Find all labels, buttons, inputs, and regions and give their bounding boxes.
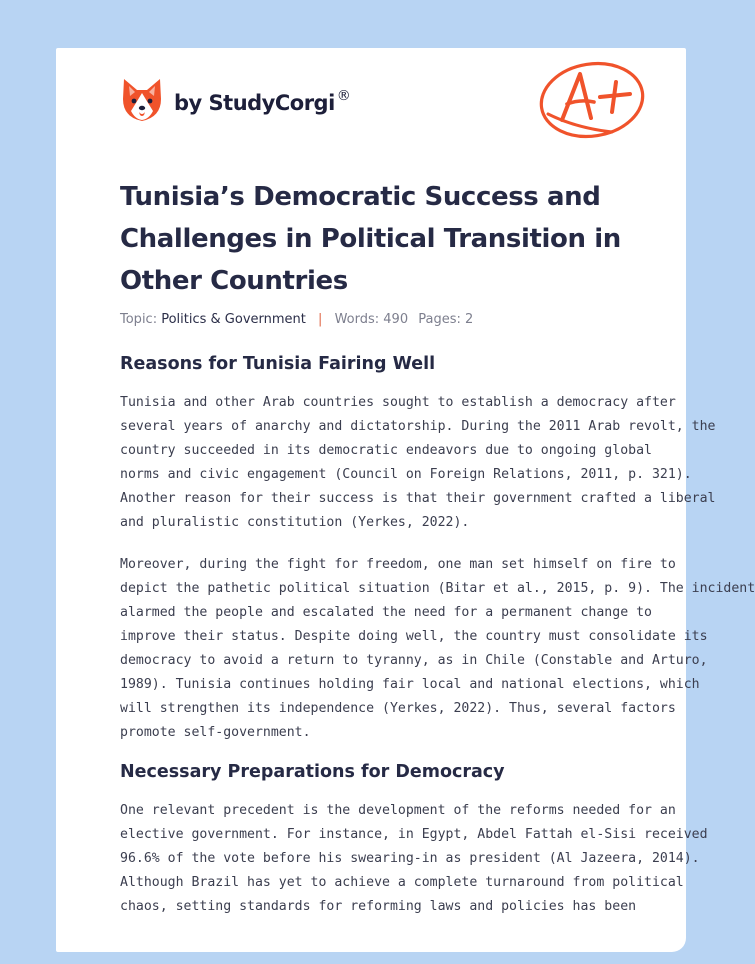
text-line: One relevant precedent is the development of the reforms needed for an [120, 803, 676, 818]
text-line: Moreover, during the fight for freedom, one man set himself on fire to [120, 557, 676, 572]
text-line: promote self-government. [120, 725, 311, 740]
text-line: elective government. For instance, in Egypt, Abdel Fattah el-Sisi received [120, 827, 708, 842]
section-heading: Necessary Preparations for Democracy [120, 762, 505, 782]
text-line: will strengthen its independence (Yerkes, 2022). Thus, several factors [120, 701, 676, 716]
text-line: country succeeded in its democratic endeavors due to ongoing global [120, 443, 652, 458]
text-line: several years of anarchy and dictatorship. During the 2011 Arab revolt, the [120, 419, 716, 434]
pages-count: 2 [465, 312, 474, 327]
text-line: Another reason for their success is that their government crafted a liberal [120, 491, 716, 506]
paragraph [120, 391, 716, 535]
paragraph [120, 799, 708, 919]
text-line: and pluralistic constitution (Yerkes, 2022). [120, 515, 470, 530]
words-count: 490 [383, 312, 409, 327]
studycorgi-logo[interactable] [121, 76, 350, 124]
brand-name: by StudyCorgi ® [174, 88, 351, 115]
meta-separator: | [318, 312, 323, 327]
corgi-logo-icon [121, 77, 163, 123]
topic-label: Topic: [120, 312, 158, 327]
text-line: 96.6% of the vote before his swearing-in as president (Al Jazeera, 2014). [120, 851, 700, 866]
text-line: Tunisia and other Arab countries sought to establish a democracy after [120, 395, 676, 410]
text-line: improve their status. Despite doing well, the country must consolidate its [120, 629, 708, 644]
section-heading: Reasons for Tunisia Fairing Well [120, 354, 436, 374]
document-page [56, 48, 755, 952]
document-title: Tunisia’s Democratic Success and Challenges in Political Transition in Other Countries [120, 182, 621, 296]
topic-link[interactable]: Politics & Government [161, 312, 306, 327]
text-line: depict the pathetic political situation (Bitar et al., 2015, p. 9). The incident [120, 581, 755, 596]
registered-mark: ® [336, 88, 351, 104]
document-meta [120, 312, 473, 327]
text-line: chaos, setting standards for reforming laws and policies has been [120, 899, 637, 914]
text-line: norms and civic engagement (Council on Foreign Relations, 2011, p. 321). [120, 467, 692, 482]
words-label: Words: [334, 312, 380, 327]
text-line: alarmed the people and escalated the need for a permanent change to [120, 605, 652, 620]
pages-label: Pages: [418, 312, 461, 327]
text-line: Although Brazil has yet to achieve a complete turnaround from political [120, 875, 684, 890]
text-line: democracy to avoid a return to tyranny, as in Chile (Constable and Arturo, [120, 653, 708, 668]
text-line: 1989). Tunisia continues holding fair local and national elections, which [120, 677, 700, 692]
paragraph [120, 553, 755, 745]
grade-a-plus-badge [536, 56, 652, 142]
